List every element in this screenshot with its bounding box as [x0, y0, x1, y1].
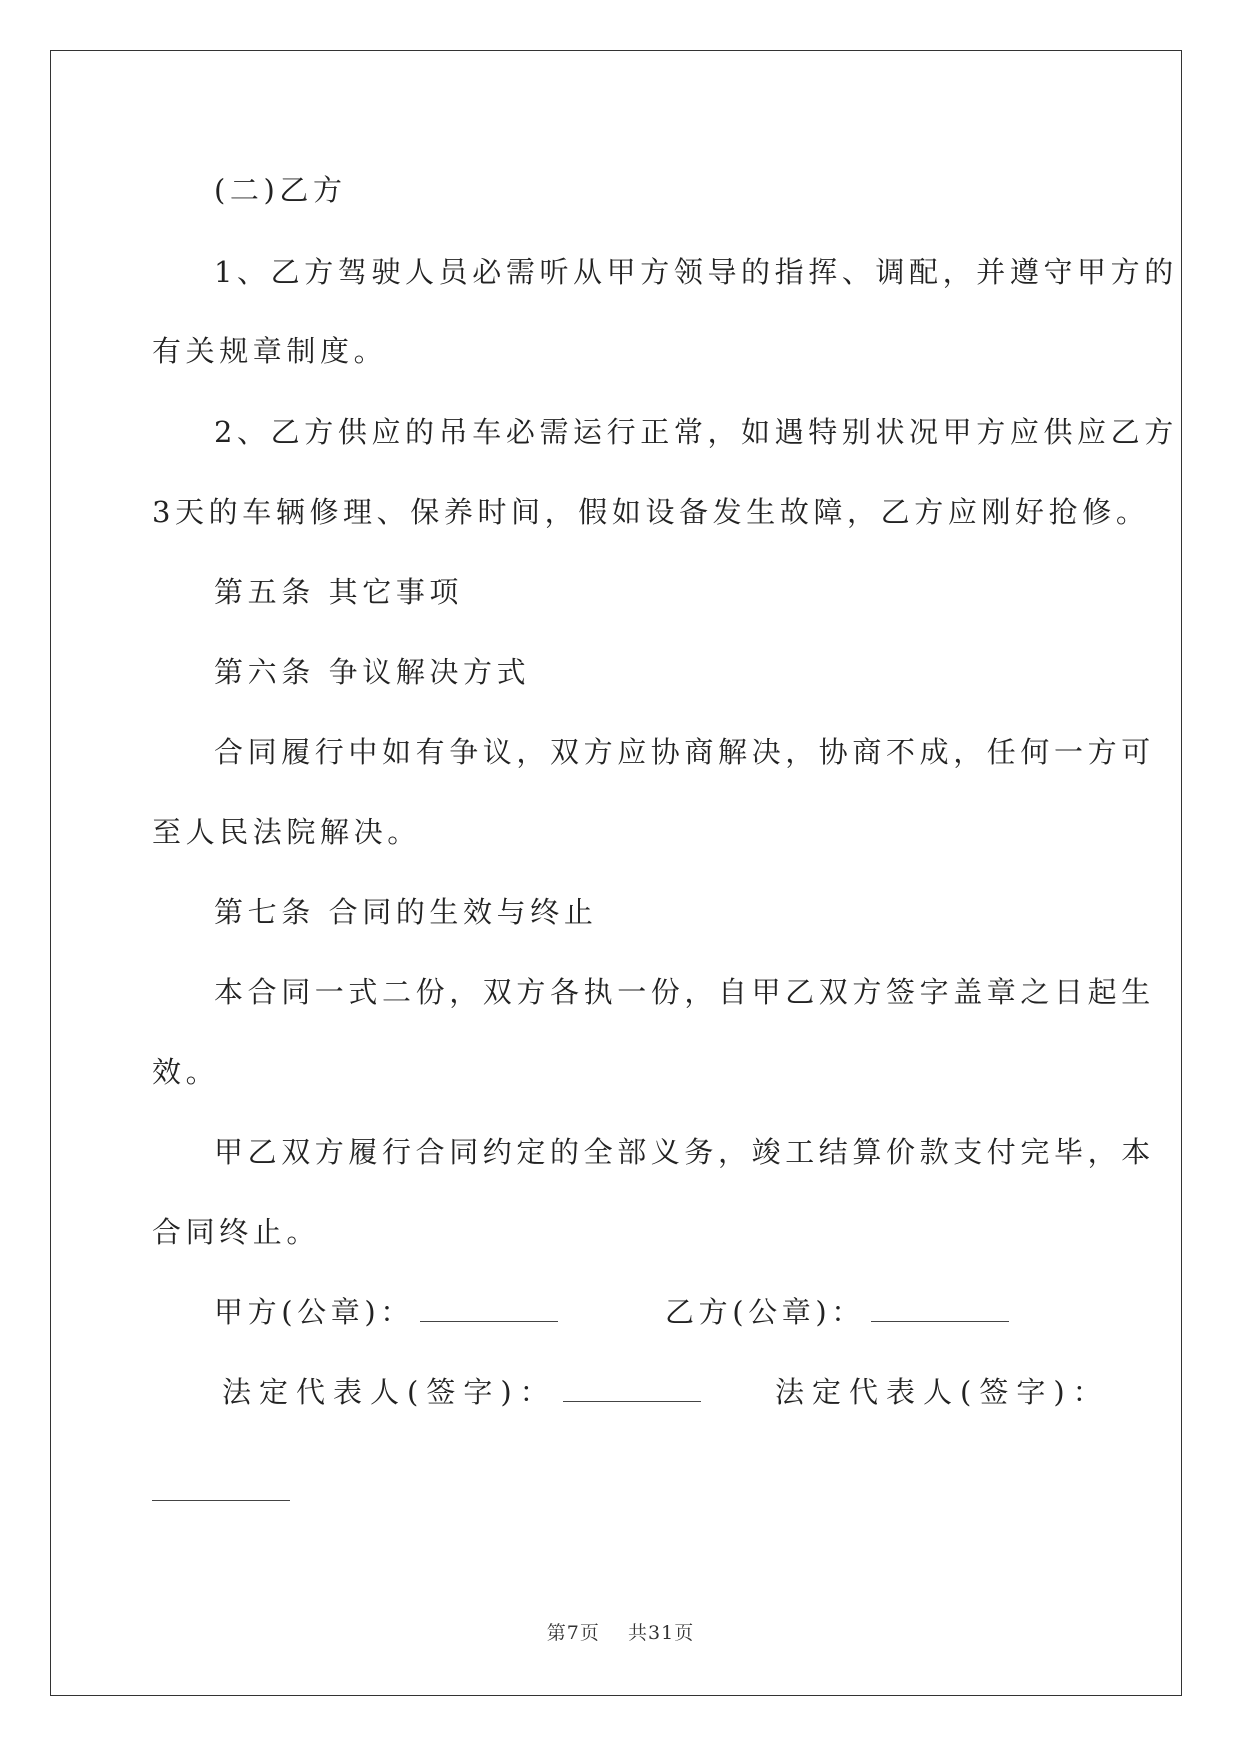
- party-a-seal-label: 甲方(公章)：: [214, 1295, 414, 1329]
- paragraph-line: 合同履行中如有争议，双方应协商解决，协商不成，任何一方可: [214, 735, 1155, 769]
- page-border: [50, 50, 1182, 1696]
- paragraph-line: 有关规章制度。: [152, 334, 388, 368]
- party-b-rep-label: 法定代表人(签字)：: [775, 1375, 1110, 1409]
- paragraph-line: 2、乙方供应的吊车必需运行正常，如遇特别状况甲方应供应乙方: [214, 415, 1178, 449]
- party-b-rep-blank: [152, 1500, 290, 1501]
- party-b-seal-blank: [871, 1299, 1009, 1322]
- party-a-seal-field: [214, 1294, 558, 1330]
- party-a-rep-blank: [563, 1379, 701, 1402]
- paragraph-line: 甲乙双方履行合同约定的全部义务，竣工结算价款支付完毕，本: [214, 1135, 1155, 1169]
- page-footer: [0, 1621, 1241, 1645]
- page-number: 第7页: [546, 1622, 600, 1644]
- party-b-seal-field: [665, 1294, 1009, 1330]
- party-b-rep-field: [775, 1374, 1110, 1410]
- party-a-seal-blank: [420, 1299, 558, 1322]
- article-heading: 第六条 争议解决方式: [214, 655, 531, 689]
- paragraph-line: 效。: [152, 1055, 220, 1089]
- article-heading: 第七条 合同的生效与终止: [214, 895, 598, 929]
- paragraph-line: 3天的车辆修理、保养时间，假如设备发生故障，乙方应刚好抢修。: [152, 495, 1150, 529]
- paragraph-line: 至人民法院解决。: [152, 815, 421, 849]
- paragraph-line: 本合同一式二份，双方各执一份，自甲乙双方签字盖章之日起生: [214, 975, 1155, 1009]
- article-heading: 第五条 其它事项: [214, 575, 464, 609]
- paragraph-line: 1、乙方驾驶人员必需听从甲方领导的指挥、调配，并遵守甲方的: [214, 255, 1178, 289]
- party-a-rep-field: [222, 1374, 701, 1410]
- page-total: 共31页: [628, 1622, 695, 1644]
- party-a-rep-label: 法定代表人(签字)：: [222, 1375, 557, 1409]
- party-b-seal-label: 乙方(公章)：: [665, 1295, 865, 1329]
- section-heading-party-b: (二)乙方: [214, 173, 347, 207]
- paragraph-line: 合同终止。: [152, 1215, 321, 1249]
